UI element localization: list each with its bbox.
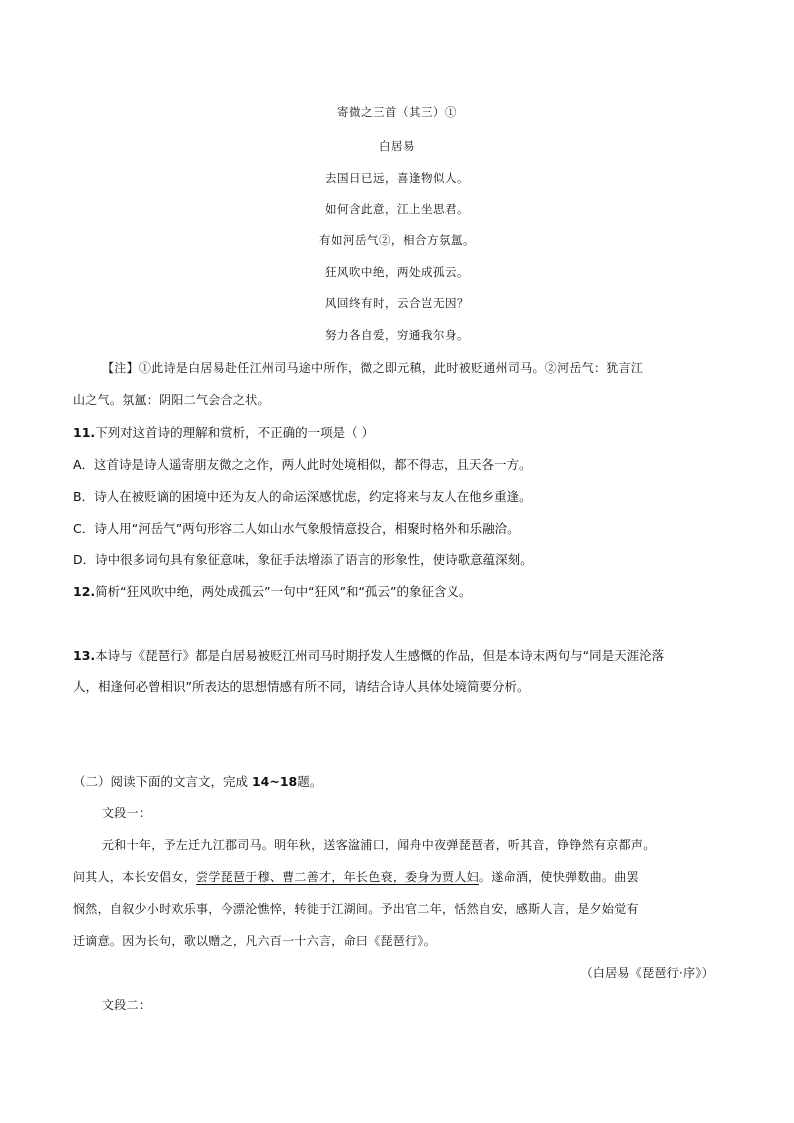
poem-line-5: 风回终有时，云合岂无因？ xyxy=(325,296,469,310)
note-line-1: 【注】①此诗是白居易赴任江州司马途中所作，微之即元稹，此时被贬通州司马。②河岳气：犹言江 xyxy=(102,361,644,375)
passage-2-label: 文段二： xyxy=(102,998,152,1012)
poem-line-3: 有如河岳气②，相合方氛氲。 xyxy=(319,233,475,247)
poem-line-1: 去国日已远，喜逢物似人。 xyxy=(325,171,469,185)
note-line-2: 山之气。氛氲：阴阳二气会合之状。 xyxy=(73,393,270,407)
question-13-text: 本诗与《琵琶行》都是白居易被贬江州司马时期抒发人生感慨的作品，但是本诗末两句与“同是天涯沦落 xyxy=(95,648,665,663)
question-11-option-b: B．诗人在被贬谪的困境中还为友人的命运深感忧虑，约定将来与友人在他乡重逢。 xyxy=(73,489,532,504)
question-12-number: 12. xyxy=(73,584,96,599)
question-11-text: 下列对这首诗的理解和赏析，不正确的一项是（ ） xyxy=(95,425,375,440)
passage-1-source: （白居易《琵琶行·序》） xyxy=(580,966,714,980)
passage-1-underlined-sentence: 尝学琵琶于穆、曹二善才，年长色衰，委身为贾人妇 xyxy=(196,870,479,884)
question-11 xyxy=(73,423,374,441)
passage-1-line-2 xyxy=(73,868,639,885)
passage-1-line-3: 悯然，自叙少小时欢乐事，今漂沦憔悴，转徙于江湖间。予出官二年，恬然自安，感斯人言，是夕始觉有 xyxy=(73,902,639,916)
question-13-number: 13. xyxy=(73,648,96,663)
section-2-heading xyxy=(73,772,322,790)
passage-1-line-4: 迁谪意。因为长句，歌以赠之，凡六百一十六言，命曰《琵琶行》。 xyxy=(73,934,437,948)
poem-line-2: 如何含此意，江上坐思君。 xyxy=(325,202,469,216)
question-13-line-1 xyxy=(73,646,664,664)
question-11-option-a: A．这首诗是诗人遥寄朋友微之之作，两人此时处境相似，都不得志，且天各一方。 xyxy=(73,457,532,472)
poem-line-4: 狂风吹中绝，两处成孤云。 xyxy=(325,265,469,279)
section-2-heading-prefix: （二）阅读下面的文言文，完成 xyxy=(73,774,252,789)
question-12-text: 简析“狂风吹中绝，两处成孤云”一句中“狂风”和“孤云”的象征含义。 xyxy=(95,584,472,599)
passage-1-line-2-end: 。遂命酒，使快弹数曲。曲罢 xyxy=(478,870,639,884)
question-11-option-c: C．诗人用“河岳气”两句形容二人如山水气象般情意投合，相聚时格外和乐融洽。 xyxy=(73,521,520,536)
question-13-line-2: 人，相逢何必曾相识”所表达的思想情感有所不同，请结合诗人具体处境简要分析。 xyxy=(73,679,530,694)
poem-author: 白居易 xyxy=(379,139,415,153)
section-2-question-range: 14~18 xyxy=(251,774,298,789)
passage-1-line-1: 元和十年，予左迁九江郡司马。明年秋，送客湓浦口，闻舟中夜弹琵琶者，听其音，铮铮然有京都声。 xyxy=(102,838,656,852)
question-11-option-d: D．诗中很多词句具有象征意味，象征手法增添了语言的形象性，使诗歌意蕴深刻。 xyxy=(73,552,533,567)
section-2-heading-suffix: 题。 xyxy=(297,774,323,789)
poem-line-6: 努力各自爱，穷通我尔身。 xyxy=(325,328,469,342)
question-12 xyxy=(73,582,472,600)
poem-title: 寄微之三首（其三）① xyxy=(337,105,457,119)
passage-1-label: 文段一： xyxy=(102,806,152,820)
passage-1-line-2-start: 问其人，本长安倡女， xyxy=(73,870,197,884)
question-11-number: 11. xyxy=(73,425,96,440)
